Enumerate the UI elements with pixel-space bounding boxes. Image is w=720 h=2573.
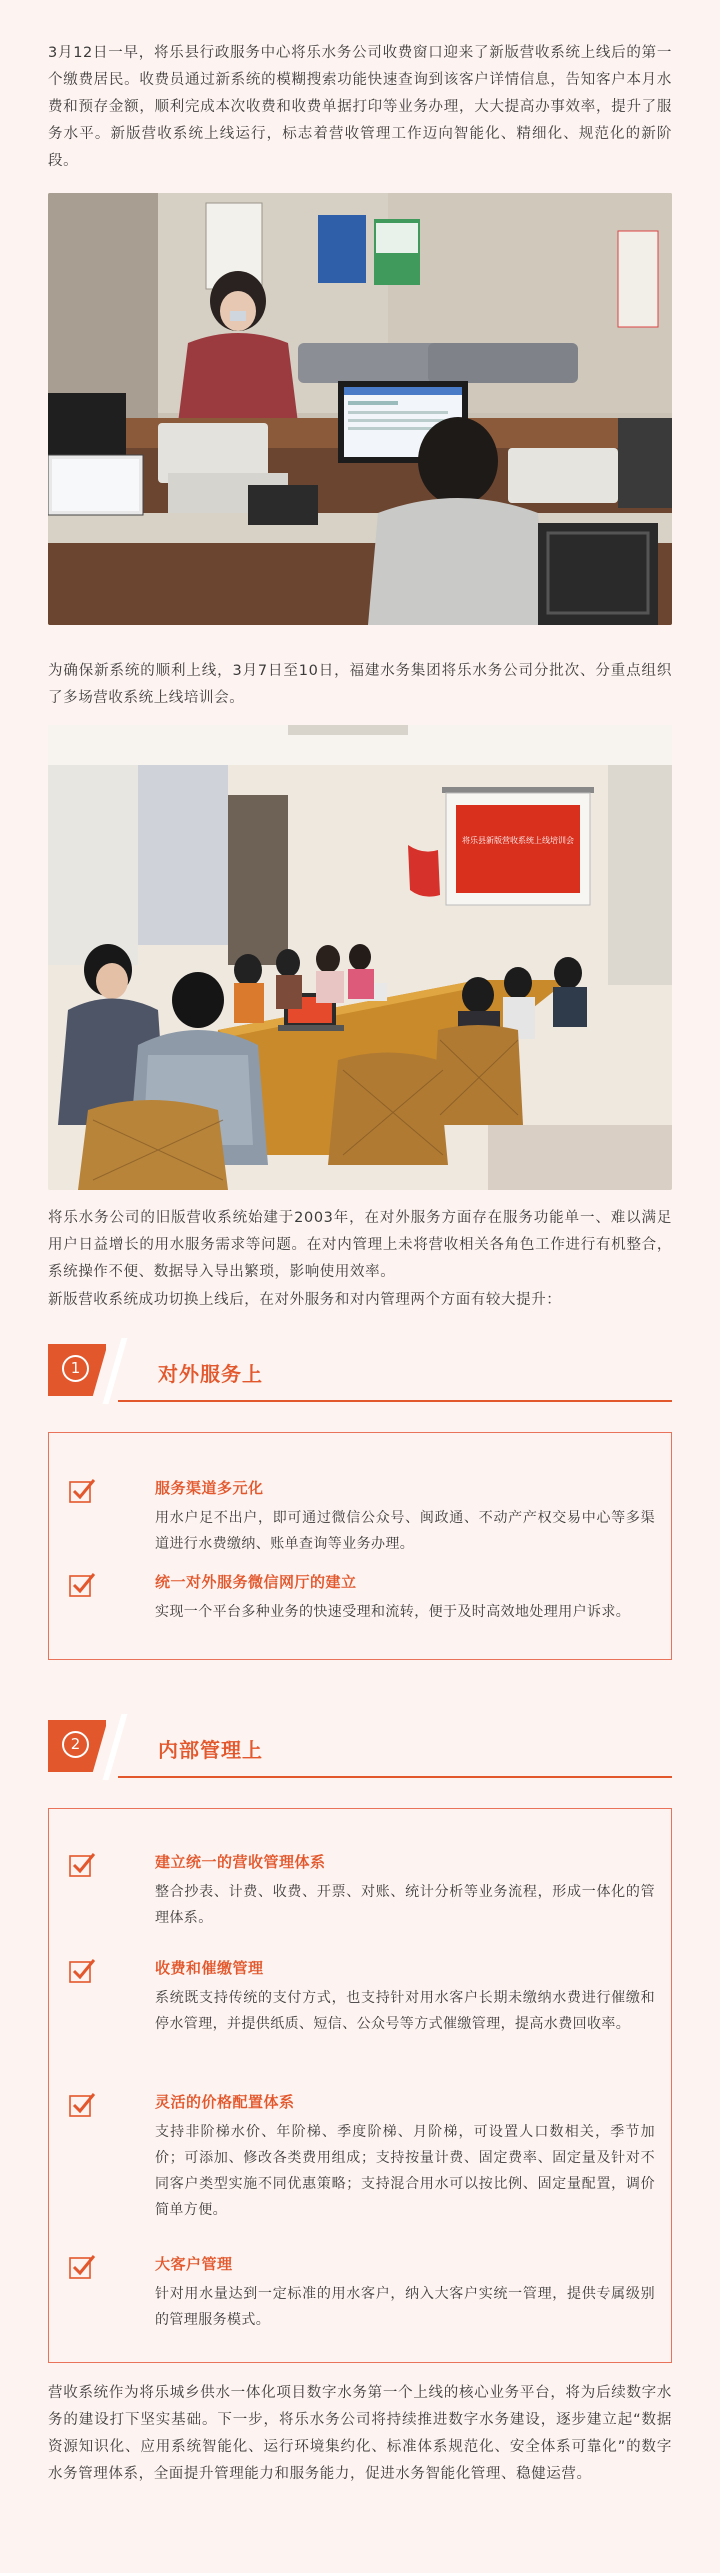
section-number: 1 [62, 1355, 89, 1382]
checkbox-icon [69, 1477, 95, 1503]
checkbox-icon [69, 2253, 95, 2279]
item-title: 建立统一的营收管理体系 [155, 1853, 326, 1871]
section-number: 2 [62, 1731, 89, 1758]
section-underline [118, 1400, 672, 1402]
section-underline [118, 1776, 672, 1778]
item-title: 统一对外服务微信网厅的建立 [155, 1573, 357, 1591]
old-system-paragraph: 将乐水务公司的旧版营收系统始建于2003年，在对外服务方面存在服务功能单一、难以满足用户日益增长的用水服务需求等问题。在对内管理上未将营收相关各角色工作进行有机整合，系统操作不便、数据导入导出繁琐，影响使用效率。 [48, 1210, 672, 1280]
improvement-intro-paragraph: 新版营收系统成功切换上线后，在对外服务和对内管理两个方面有较大提升： [48, 1292, 562, 1308]
training-meeting-photo [48, 725, 672, 1190]
checkbox-icon [69, 2091, 95, 2117]
item-body: 实现一个平台多种业务的快速受理和流转，便于及时高效地处理用户诉求。 [155, 1604, 631, 1620]
internal-management-box [48, 1808, 672, 2363]
section-internal-header [48, 1716, 672, 1778]
item-title: 大客户管理 [155, 2255, 233, 2273]
item-title: 服务渠道多元化 [155, 1479, 264, 1497]
section-title: 对外服务上 [158, 1362, 263, 1386]
section-external-header [48, 1340, 672, 1402]
section-title: 内部管理上 [158, 1738, 263, 1762]
item-body: 整合抄表、计费、收费、开票、对账、统计分析等业务流程，形成一体化的管理体系。 [155, 1884, 655, 1926]
checkbox-icon [69, 1851, 95, 1877]
item-body: 用水户足不出户，即可通过微信公众号、闽政通、不动产产权交易中心等多渠道进行水费缴纳、账单查询等业务办理。 [155, 1510, 655, 1552]
conclusion-paragraph: 营收系统作为将乐城乡供水一体化项目数字水务第一个上线的核心业务平台，将为后续数字水务的建设打下坚实基础。下一步，将乐水务公司将持续推进数字水务建设，逐步建立起“数据资源知识化、应用系统智能化、运行环境集约化、标准体系规范化、安全体系可靠化”的数字水务管理体系，全面提升管理能力和服务能力，促进水务智能化管理、稳健运营。 [48, 2385, 672, 2482]
intro-paragraph: 3月12日一早，将乐县行政服务中心将乐水务公司收费窗口迎来了新版营收系统上线后的第一个缴费居民。收费员通过新系统的模糊搜索功能快速查询到该客户详情信息，告知客户本月水费和预存金额，顺利完成本次收费和收费单据打印等业务办理，大大提高办事效率，提升了服务水平。新版营收系统上线运行，标志着营收管理工作迈向智能化、精细化、规范化的新阶段。 [48, 45, 672, 169]
item-body: 针对用水量达到一定标准的用水客户，纳入大客户实统一管理，提供专属级别的管理服务模式。 [155, 2286, 655, 2328]
projected-title: 将乐县新版营收系统上线培训会 [462, 836, 574, 845]
training-paragraph: 为确保新系统的顺利上线，3月7日至10日，福建水务集团将乐水务公司分批次、分重点组织了多场营收系统上线培训会。 [48, 663, 672, 706]
item-body: 系统既支持传统的支付方式，也支持针对用水客户长期未缴纳水费进行催缴和停水管理，并提供纸质、短信、公众号等方式催缴管理，提高水费回收率。 [155, 1990, 655, 2032]
item-title: 收费和催缴管理 [155, 1959, 264, 1977]
checkbox-icon [69, 1957, 95, 1983]
external-service-box [48, 1432, 672, 1660]
item-title: 灵活的价格配置体系 [155, 2093, 295, 2111]
checkbox-icon [69, 1571, 95, 1597]
service-window-photo [48, 193, 672, 625]
item-body: 支持非阶梯水价、年阶梯、季度阶梯、月阶梯，可设置人口数相关，季节加价；可添加、修改各类费用组成；支持按量计费、固定费率、固定量及针对不同客户类型实施不同优惠策略；支持混合用水可以按比例、固定量配置，调价简单方便。 [155, 2124, 655, 2218]
